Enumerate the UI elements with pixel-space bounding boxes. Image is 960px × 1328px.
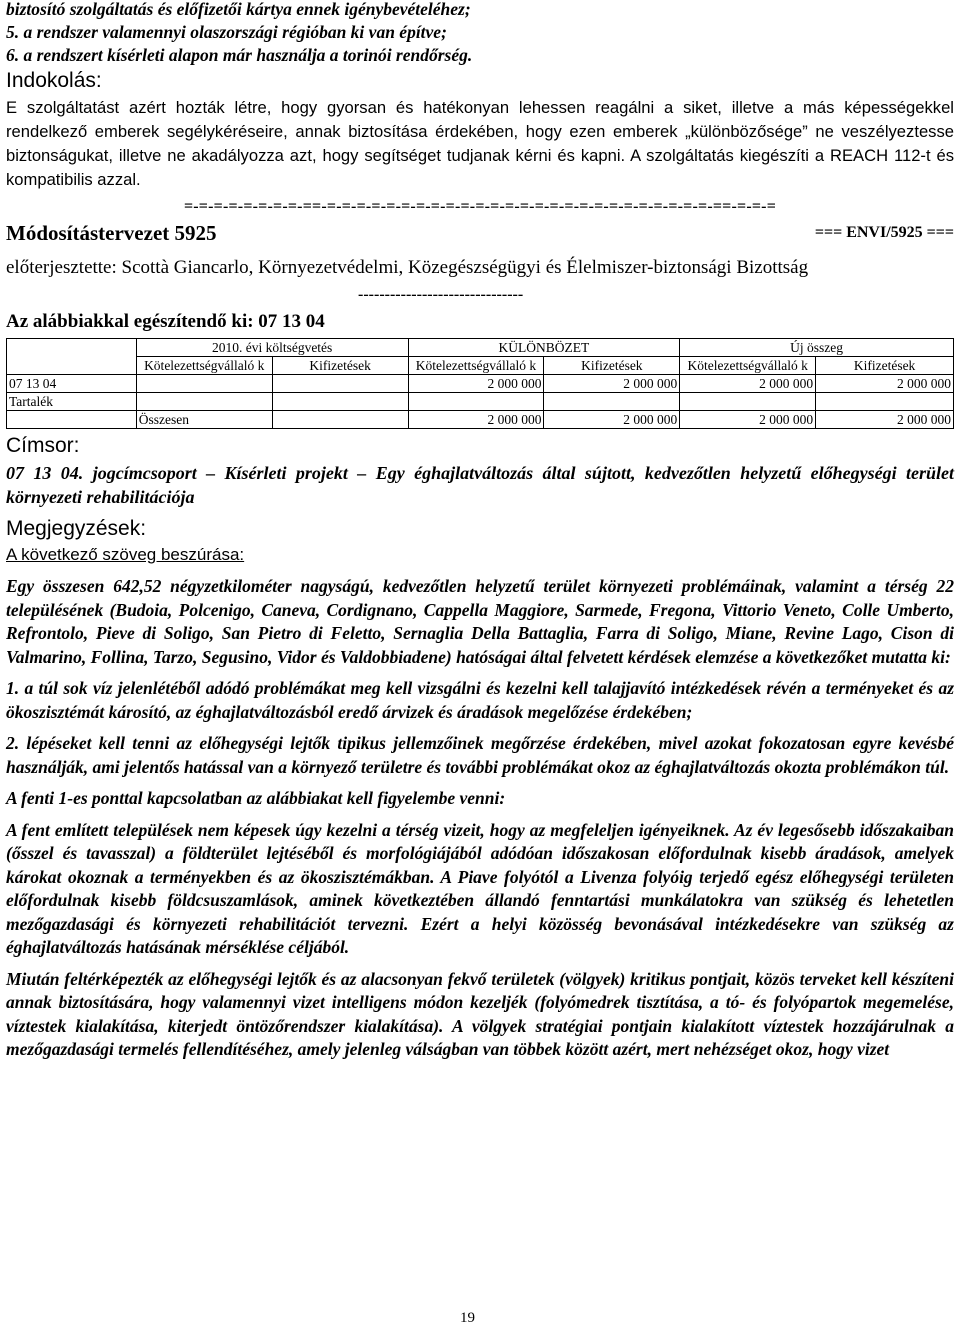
table-cell: [272, 411, 408, 429]
submitter-label: előterjesztette:: [6, 257, 117, 278]
intro-line-2: 5. a rendszer valamennyi olaszországi régióban ki van építve;: [6, 22, 447, 42]
remarks-label: Megjegyzések:: [6, 517, 147, 540]
table-cell: [272, 375, 408, 393]
remarks-paragraph-4: A fenti 1-es ponttal kapcsolatban az alábbiakat kell figyelembe venni:: [6, 788, 506, 808]
amendment-title: Módosítástervezet 5925: [6, 221, 217, 245]
group-header: 2010. évi költségvetés: [136, 339, 408, 357]
supplement-line: Az alábbiakkal egészítendő ki: 07 13 04: [6, 311, 325, 332]
page-number: 19: [460, 1310, 475, 1326]
document-page: [6, 0, 954, 1062]
table-cell: 2 000 000: [816, 411, 954, 429]
budget-table: [6, 338, 954, 429]
row-label-empty: [7, 411, 137, 429]
table-cell: 2 000 000: [680, 375, 816, 393]
group-header: Új összeg: [680, 339, 954, 357]
table-cell: [408, 393, 544, 411]
row-label: 07 13 04: [7, 375, 137, 393]
subheader-cell: Kifizetések: [816, 357, 954, 375]
insertion-label: A következő szöveg beszúrása:: [6, 545, 245, 564]
separator: =-=-=-=-=-=-=-=-==-=-=-=-=-=-=-=-=-=-=-=-=-=-=-=-=-=-=-=-=-=-=-=-=-=-=-==-=-=-=: [183, 198, 777, 215]
subheader-cell: Kötelezettségvállaló k: [136, 357, 272, 375]
table-row: [7, 393, 954, 411]
table-row: [7, 375, 954, 393]
amendment-code: === ENVI/5925 ===: [814, 224, 954, 241]
subheader-cell: Kifizetések: [544, 357, 680, 375]
table-cell: [680, 393, 816, 411]
justification-heading: Indokolás:: [6, 69, 102, 92]
table-cell: 2 000 000: [544, 375, 680, 393]
remarks-paragraph-6: Miután feltérképezték az előhegységi lejtők és az alacsonyan fekvő területek (völgyek) kritikus pontjait, közös terveket kell készíteni annak biztosítására, hogy valamennyi vizet intelligens módon kezeljék (folyómedrek tisztítása, a tó- és folyópartok megemelése, víztestek kialakítása, kiterjedt öntözőrendszer kialakítása). A völgyek stratégiai pontjain kialakított víztestek hozzájárulnak a mezőgazdasági termelés fellendítéséhez, amely jelenleg válságban van többek között azért, mert nehézséget okoz, hogy vizet: [6, 968, 954, 1059]
subheader-cell: Kifizetések: [272, 357, 408, 375]
subheader-cell: Kötelezettségvállaló k: [680, 357, 816, 375]
table-corner: [7, 357, 137, 375]
submitter-name: Scottà Giancarlo, Környezetvédelmi, Közegészségügyi és Élelmiszer-biztonsági Bizottság: [121, 257, 809, 278]
table-cell: 2 000 000: [544, 411, 680, 429]
remarks-paragraph-3: 2. lépéseket kell tenni az előhegységi lejtők tipikus jellemzőinek megőrzése érdekében, mivel azokat fokozatosan egyre kevésbé használják, ami jelentős hatással van a környező területre és további problémákat okoz az éghajlatváltozás okozta problémákon túl.: [6, 733, 954, 777]
table-row: [7, 411, 954, 429]
table-cell: 2 000 000: [816, 375, 954, 393]
table-cell: 2 000 000: [680, 411, 816, 429]
dash-line: -------------------------------: [358, 286, 524, 303]
intro-line-3: 6. a rendszert kísérleti alapon már használja a torinói rendőrség.: [6, 45, 473, 65]
remarks-paragraph-5: A fent említett települések nem képesek úgy kezelni a térség vizeit, hogy az megfeleljen igényeiknek. Az év legesősebb időszakaiban (ősszel és tavasszal) a földterület lejtéséből és morfológiájából adódóan időszakosan előfordulnak kisebb áradások, amelyek károkat okoznak a terményekben és az ökoszisztémákban. A Piave folyótól a Livenza folyóig terjedő egész előhegységi területen előfordulnak kisebb földcsuszamlások, aminek következtében állandó fenntartási munkálatokra van szükség és lehetetlen mezőgazdasági és környezeti rehabilitációt tervezni. Ezért a helyi közösség bevonásával intézkedésekre van szükség az éghajlatváltozás hatásának mérséklése céljából.: [6, 819, 954, 957]
table-cell: [544, 393, 680, 411]
table-subheader: [7, 357, 954, 375]
remarks-paragraph-2: 1. a túl sok víz jelenlétéből adódó problémákat meg kell vizsgálni és kezelni kell talajjavító intézkedések révén a terményeket és az ökoszisztémát károsító, az éghajlatváltozásból eredő árvizek és áradások megelőzése érdekében;: [6, 678, 954, 722]
table-cell: [136, 375, 272, 393]
row-label: Összesen: [136, 411, 272, 429]
intro-line-1: biztosító szolgáltatás és előfizetői kártya ennek igénybevételéhez;: [6, 0, 471, 19]
group-header: KÜLÖNBÖZET: [408, 339, 680, 357]
amendment-header: [6, 219, 954, 249]
justification-text: E szolgáltatást azért hozták létre, hogy gyorsan és hatékonyan lehessen reagálni a siket, illetve a más képességekkel rendelkező emberek segélykéréseire, annak biztosítása érdekében, hogy ezen emberek „különbözősége” ne veszélyeztesse biztonságukat, illetve ne akadályozza azt, hogy segítséget tudjanak kérni és kapni. A szolgáltatás kiegészíti a REACH 112-t és kompatibilis azzal.: [6, 98, 954, 189]
table-cell: [136, 393, 272, 411]
subheader-cell: Kötelezettségvállaló k: [408, 357, 544, 375]
table-group-header: [7, 339, 954, 357]
table-cell: [816, 393, 954, 411]
table-corner: [7, 339, 137, 357]
table-cell: [272, 393, 408, 411]
remarks-paragraph-1: Egy összesen 642,52 négyzetkilométer nagyságú, kedvezőtlen helyzetű terület környezeti problémáinak, valamint a térség 22 településének (Budoia, Polcenigo, Caneva, Cordignano, Cappella Maggiore, Sarmede, Fregona, Vittorio Veneto, Colle Umberto, Refrontolo, Pieve di Soligo, San Pietro di Feletto, Sernaglia Della Battaglia, Farra di Soligo, Miane, Revine Lago, Cison di Valmarino, Follina, Tarzo, Segusino, Vidor és Valdobbiadene) hatóságai által felvetett kérdések elemzése a következőket mutatta ki:: [6, 576, 954, 667]
heading-section-label: Címsor:: [6, 434, 80, 457]
table-cell: 2 000 000: [408, 411, 544, 429]
heading-section-text: 07 13 04. jogcímcsoport – Kísérleti projekt – Egy éghajlatváltozás által sújtott, kedvezőtlen helyzetű előhegységi terület környezeti rehabilitációja: [6, 463, 954, 507]
table-cell: 2 000 000: [408, 375, 544, 393]
submitter-line: [6, 255, 954, 281]
row-label: Tartalék: [7, 393, 137, 411]
